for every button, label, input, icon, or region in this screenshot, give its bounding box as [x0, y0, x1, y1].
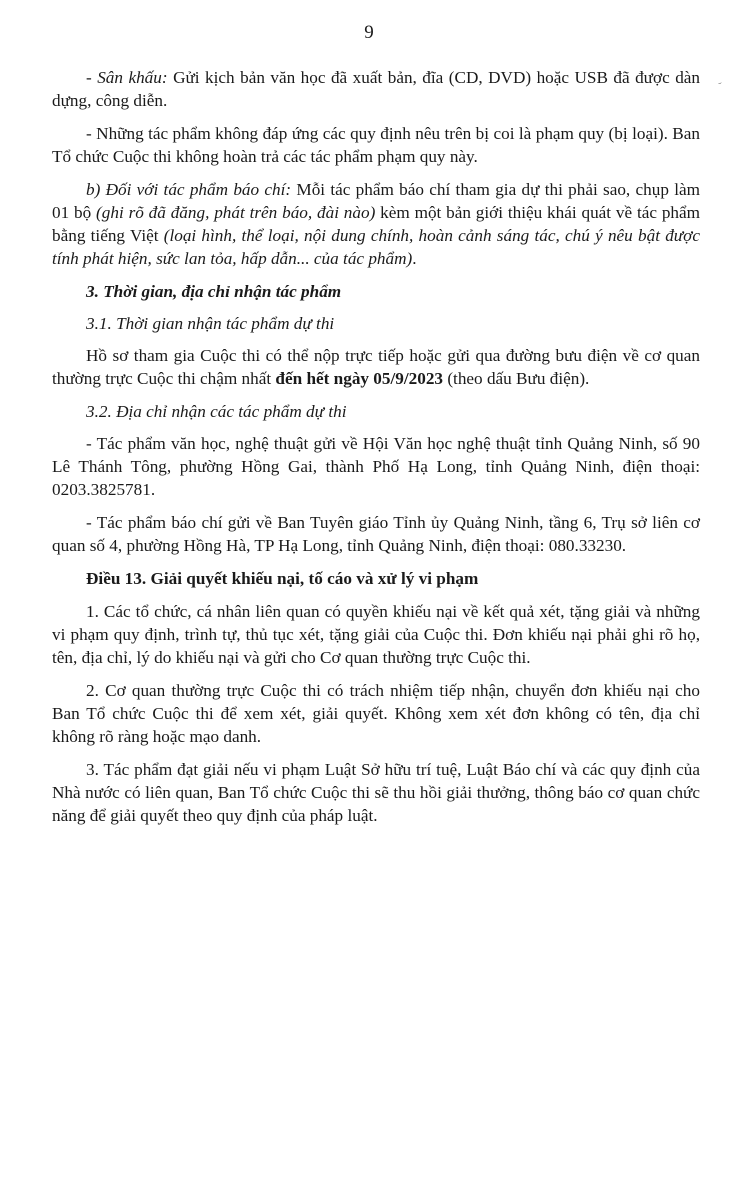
paragraph-press	[52, 178, 700, 270]
press-label: b) Đối với tác phẩm báo chí:	[86, 180, 292, 199]
press-text-1: Mỗi tác phẩm báo chí tham gia dự thi phải sao, chụp làm 01 bộ	[52, 180, 700, 222]
paragraph-address-press: - Tác phẩm báo chí gửi về Ban Tuyên giáo Tỉnh ủy Quảng Ninh, tầng 6, Trụ sở liên cơ quan số 4, phường Hồng Hà, TP Hạ Long, tỉnh Quảng Ninh, điện thoại: 080.33230.	[52, 513, 700, 555]
paragraph-complaint-3: 3. Tác phẩm đạt giải nếu vi phạm Luật Sở hữu trí tuệ, Luật Báo chí và các quy định của Nhà nước có liên quan, Ban Tổ chức Cuộc thi sẽ thu hồi giải thưởng, thông báo cơ quan chức năng để giải quyết theo quy định của pháp luật.	[52, 760, 700, 825]
press-text-2: kèm một bản giới thiệu khái quát về tác phẩm bằng tiếng Việt	[52, 203, 701, 245]
paragraph-complaint-1: 1. Các tổ chức, cá nhân liên quan có quyền khiếu nại về kết quả xét, tặng giải và những vi phạm quy định, trình tự, thủ tục xét, tặng giải của Cuộc thi. Đơn khiếu nại phải ghi rõ họ, tên, địa chỉ, lý do khiếu nại và gửi cho Cơ quan thường trực Cuộc thi.	[52, 602, 700, 667]
paragraph-deadline	[52, 344, 700, 390]
press-end: .	[412, 249, 417, 268]
deadline-text-1: Hồ sơ tham gia Cuộc thi có thể nộp trực tiếp hoặc gửi qua đường bưu điện về cơ quan thường trực Cuộc thi chậm nhất	[52, 346, 700, 388]
subsection-heading-3-1: 3.1. Thời gian nhận tác phẩm dự thi	[86, 314, 335, 333]
paragraph-violation: - Những tác phẩm không đáp ứng các quy định nêu trên bị coi là phạm quy (bị loại). Ban Tổ chức Cuộc thi không hoàn trả các tác phẩm phạm quy này.	[52, 124, 700, 166]
paragraph-complaint-2: 2. Cơ quan thường trực Cuộc thi có trách nhiệm tiếp nhận, chuyển đơn khiếu nại cho Ban Tổ chức Cuộc thi để xem xét, giải quyết. Không xem xét đơn không có tên, địa chỉ không rõ ràng hoặc mạo danh.	[52, 681, 700, 746]
press-note-2: (loại hình, thể loại, nội dung chính, hoàn cảnh sáng tác, chú ý nêu bật được tính phát hiện, sức lan tỏa, hấp dẫn... của tác phẩm)	[52, 226, 700, 268]
stage-label: - Sân khấu:	[86, 68, 168, 87]
subsection-heading-3-2: 3.2. Địa chỉ nhận các tác phẩm dự thi	[86, 402, 347, 421]
deadline-text-2: (theo dấu Bưu điện).	[443, 369, 590, 388]
stage-text: Gửi kịch bản văn học đã xuất bản, đĩa (CD, DVD) hoặc USB đã được dàn dựng, công diễn.	[52, 68, 701, 110]
article-heading-13: Điều 13. Giải quyết khiếu nại, tố cáo và xử lý vi phạm	[86, 569, 479, 588]
deadline-date: đến hết ngày 05/9/2023	[275, 369, 444, 388]
paragraph-address-literature: - Tác phẩm văn học, nghệ thuật gửi về Hội Văn học nghệ thuật tỉnh Quảng Ninh, số 90 Lê Thánh Tông, phường Hồng Gai, thành Phố Hạ Long, tỉnh Quảng Ninh, điện thoại: 0203.3825781.	[52, 434, 700, 499]
page-number: 9	[364, 22, 374, 43]
paragraph-stage	[52, 66, 700, 112]
document-body	[52, 66, 700, 837]
press-note-1: (ghi rõ đã đăng, phát trên báo, đài nào)	[96, 203, 376, 222]
section-heading-3: 3. Thời gian, địa chỉ nhận tác phẩm	[86, 282, 342, 301]
